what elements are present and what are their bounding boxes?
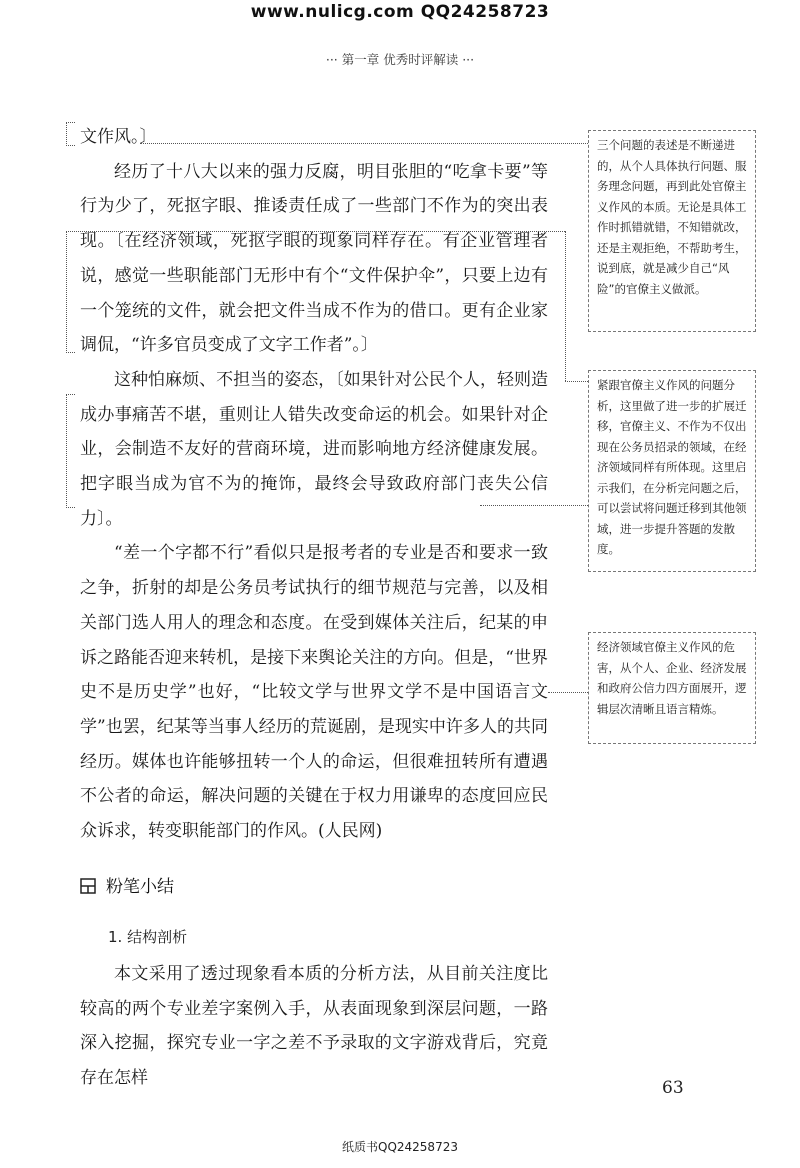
paragraph: 文作风。〕 bbox=[80, 127, 157, 147]
connector-line bbox=[480, 505, 588, 506]
side-note: 经济领域官僚主义作风的危害，从个人、企业、经济发展和政府公信力四方面展开，逻辑层次清晰且语言精炼。 bbox=[588, 632, 756, 744]
annotation-bracket bbox=[66, 394, 75, 508]
paragraph: 这种怕麻烦、不担当的姿态，〔如果针对公民个人，轻则造成办事痛苦不堪，重则让人错失改变命运的机会。如果针对企业，会制造不友好的营商环境，进而影响地方经济健康发展。把字眼当成为官不为的掩饰，最终会导致政府部门丧失公信力〕。 bbox=[80, 369, 548, 529]
connector-line bbox=[565, 231, 566, 381]
section-icon bbox=[80, 878, 96, 894]
subsection-title: 1. 结构剖析 bbox=[108, 928, 188, 946]
side-note: 三个问题的表述是不断递进的，从个人具体执行问题、服务理念问题，再到此处官僚主义作风的本质。无论是具体工作时抓错就错，不知错就改，还是主观拒绝，不帮助考生，说到底，就是减少自己“风险”的官僚主义做派。 bbox=[588, 130, 756, 332]
connector-line bbox=[74, 231, 565, 232]
paragraph: 经历了十八大以来的强力反腐，明目张胆的“吃拿卡要”等行为少了，死抠字眼、推诿责任成了一些部门不作为的突出表现。〔在经济领域，死抠字眼的现象同样存在。有企业管理者说，感觉一些职能部门无形中有个“文件保护伞”，只要上边有一个笼统的文件，就会把文件当成不作为的借口。更有企业家调侃，“许多官员变成了文字工作者”。〕 bbox=[80, 161, 548, 356]
connector-line bbox=[140, 143, 588, 144]
paragraph: 本文采用了透过现象看本质的分析方法，从目前关注度比较高的两个专业差字案例入手，从表面现象到深层问题，一路深入挖掘，探究专业一字之差不予录取的文字游戏背后，究竟存在怎样 bbox=[80, 964, 548, 1089]
annotation-bracket bbox=[66, 122, 75, 146]
connector-line bbox=[565, 381, 588, 382]
paragraph: “差一个字都不行”看似只是报考者的专业是否和要求一致之争，折射的却是公务员考试执行的细节规范与完善，以及相关部门选人用人的理念和态度。在受到媒体关注后，纪某的申诉之路能否迎来转机，是接下来舆论关注的方向。但是，“世界史不是历史学”也好，“比较文学与世界文学不是中国语言文学”也罢，纪某等当事人经历的荒诞剧，是现实中许多人的共同经历。媒体也许能够扭转一个人的命运，但很难扭转所有遭遇不公者的命运，解决问题的关键在于权力用谦卑的态度回应民众诉求，转变职能部门的作风。(人民网) bbox=[80, 543, 548, 842]
bottom-watermark: 纸质书QQ24258723 bbox=[342, 1140, 458, 1154]
section-title: 粉笔小结 bbox=[106, 877, 174, 897]
section-heading bbox=[80, 872, 174, 897]
summary-text bbox=[80, 957, 548, 1096]
running-head: ··· 第一章 优秀时评解读 ··· bbox=[325, 52, 475, 67]
connector-line bbox=[548, 692, 588, 693]
top-watermark: www.nulicg.com QQ24258723 bbox=[250, 2, 550, 22]
annotation-bracket bbox=[66, 231, 75, 353]
side-note: 紧跟官僚主义作风的问题分析，这里做了进一步的扩展迁移，官僚主义、不作为不仅出现在公务员招录的领域，在经济领域同样有所体现。这里启示我们，在分析完问题之后，可以尝试将问题迁移到其他领域，进一步提升答题的发散度。 bbox=[588, 370, 756, 572]
main-text bbox=[80, 120, 548, 849]
page-number: 63 bbox=[662, 1078, 684, 1098]
